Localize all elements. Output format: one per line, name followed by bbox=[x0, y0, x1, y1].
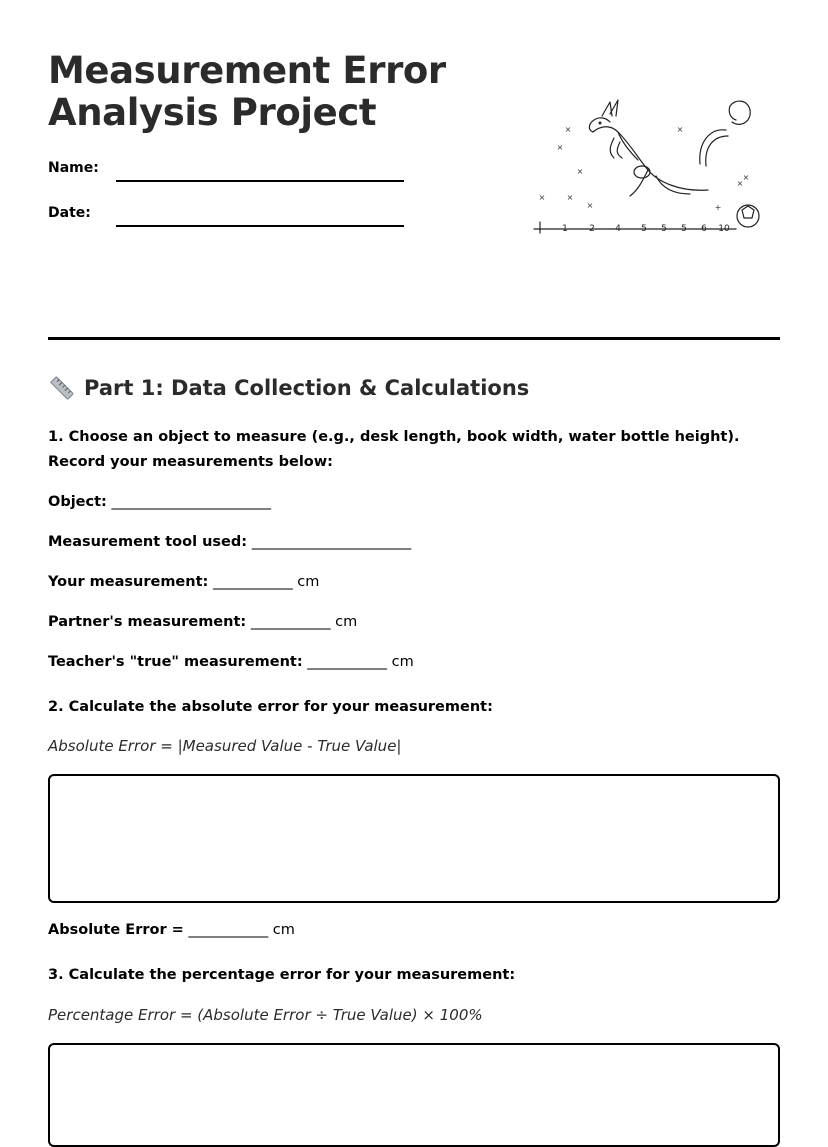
your-measurement-label: Your measurement: bbox=[48, 574, 209, 590]
question-1: 1. Choose an object to measure (e.g., desk length, book width, water bottle height). Record your measurements below: bbox=[48, 429, 740, 470]
date-label: Date: bbox=[48, 205, 91, 221]
unit-label: cm bbox=[272, 922, 295, 938]
svg-text:4: 4 bbox=[615, 224, 621, 234]
teacher-measurement-blank[interactable]: ___________ bbox=[307, 654, 388, 670]
svg-text:5: 5 bbox=[681, 224, 687, 234]
svg-text:×: × bbox=[586, 201, 594, 210]
svg-text:2: 2 bbox=[589, 224, 595, 234]
percentage-error-formula: Percentage Error = (Absolute Error ÷ True Value) × 100% bbox=[48, 1006, 483, 1024]
question-3: 3. Calculate the percentage error for your measurement: bbox=[48, 967, 516, 983]
absolute-error-result-line bbox=[48, 922, 295, 938]
ruler-icon bbox=[48, 374, 76, 402]
partner-measurement-label: Partner's measurement: bbox=[48, 614, 247, 630]
svg-text:×: × bbox=[736, 179, 744, 188]
object-blank[interactable]: ______________________ bbox=[111, 494, 271, 510]
section-divider bbox=[48, 337, 780, 340]
tool-line bbox=[48, 534, 411, 550]
your-measurement-blank[interactable]: ___________ bbox=[212, 574, 293, 590]
part1-heading bbox=[48, 374, 529, 402]
title-line-2: Analysis Project bbox=[48, 91, 377, 134]
kangaroo-number-line-icon bbox=[530, 92, 770, 237]
absolute-error-result-label: Absolute Error = bbox=[48, 922, 184, 938]
partner-measurement-line bbox=[48, 614, 357, 630]
tool-blank[interactable]: ______________________ bbox=[251, 534, 412, 550]
part1-heading-text: Part 1: Data Collection & Calculations bbox=[84, 376, 530, 400]
title-line-1: Measurement Error bbox=[48, 49, 446, 92]
svg-text:×: × bbox=[538, 193, 546, 202]
svg-text:×: × bbox=[742, 173, 750, 182]
svg-text:×: × bbox=[556, 143, 564, 152]
teacher-measurement-line bbox=[48, 654, 414, 670]
work-area-percentage-error[interactable] bbox=[48, 1043, 780, 1147]
name-field[interactable] bbox=[116, 180, 404, 182]
absolute-error-formula: Absolute Error = |Measured Value - True Value| bbox=[48, 737, 402, 755]
svg-text:1: 1 bbox=[562, 224, 568, 234]
svg-text:×: × bbox=[564, 125, 572, 134]
question-2: 2. Calculate the absolute error for your measurement: bbox=[48, 699, 493, 715]
svg-text:5: 5 bbox=[661, 224, 667, 234]
svg-text:×: × bbox=[566, 193, 574, 202]
work-area-absolute-error[interactable] bbox=[48, 774, 780, 903]
svg-text:×: × bbox=[676, 125, 684, 134]
date-field[interactable] bbox=[116, 225, 404, 227]
svg-text:6: 6 bbox=[701, 224, 707, 234]
name-label: Name: bbox=[48, 160, 99, 176]
partner-measurement-blank[interactable]: ___________ bbox=[250, 614, 331, 630]
svg-text:×: × bbox=[576, 167, 584, 176]
svg-text:5: 5 bbox=[641, 224, 647, 234]
object-label: Object: bbox=[48, 494, 107, 510]
unit-label: cm bbox=[297, 574, 320, 590]
object-line bbox=[48, 494, 271, 510]
unit-label: cm bbox=[335, 614, 358, 630]
svg-text:+: + bbox=[714, 203, 722, 212]
tool-label: Measurement tool used: bbox=[48, 534, 248, 550]
teacher-measurement-label: Teacher's "true" measurement: bbox=[48, 654, 303, 670]
unit-label: cm bbox=[391, 654, 414, 670]
svg-text:10: 10 bbox=[718, 224, 730, 234]
page-title bbox=[48, 50, 446, 134]
absolute-error-result-blank[interactable]: ___________ bbox=[188, 922, 269, 938]
your-measurement-line bbox=[48, 574, 319, 590]
